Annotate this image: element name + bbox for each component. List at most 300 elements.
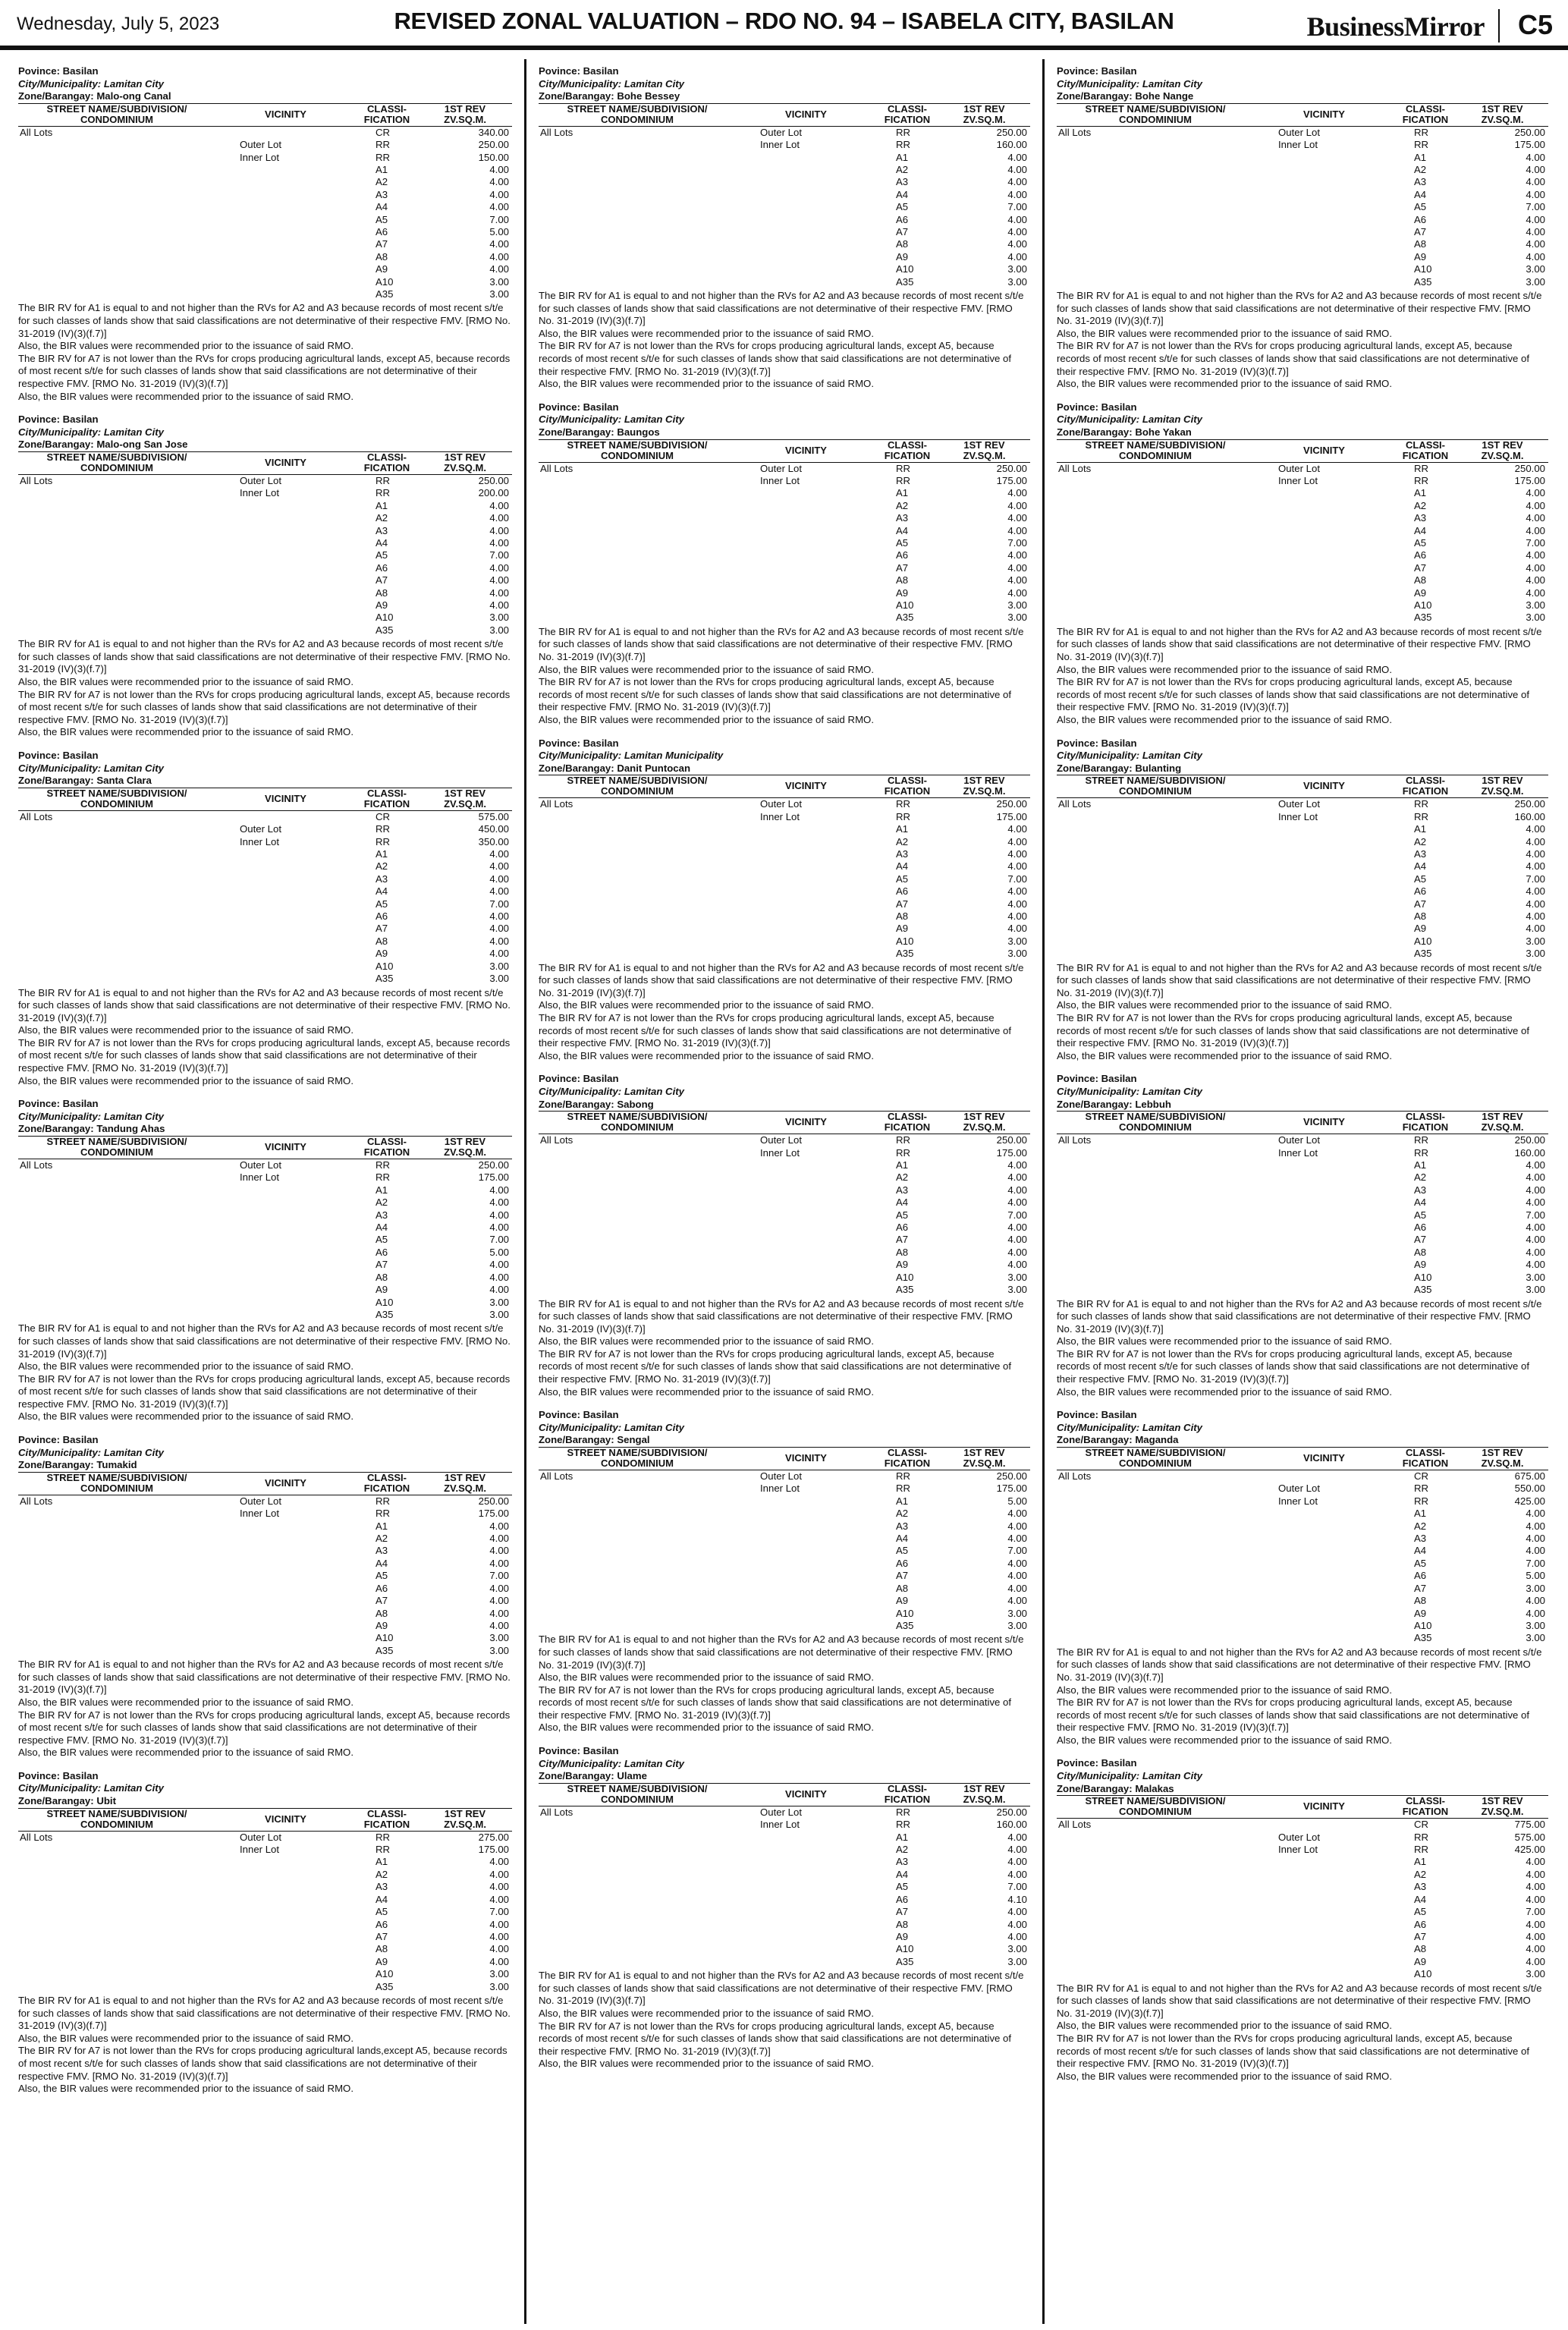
classification-cell: RR [376, 151, 391, 163]
table-row [18, 1259, 512, 1271]
street-cell: All Lots [1058, 1819, 1092, 1831]
classification-cell: A9 [376, 599, 388, 612]
classification-cell: RR [896, 126, 911, 138]
street-cell [1057, 1545, 1254, 1557]
zone-section [18, 750, 512, 1087]
valuation-table [18, 103, 512, 301]
barangay-label: Zone/Barangay: Ulame [539, 1770, 647, 1782]
street-cell [18, 1558, 215, 1570]
table-row [18, 810, 512, 823]
classification-column-header: CLASSI- FICATION [356, 103, 418, 126]
value-cell: 4.00 [1526, 1222, 1545, 1234]
classification-cell: A10 [376, 1632, 394, 1644]
value-cell: 7.00 [489, 1570, 509, 1582]
value-cell: 4.00 [1526, 226, 1545, 238]
table-row [539, 1508, 1030, 1520]
street-cell [1057, 263, 1254, 275]
table-row [1057, 152, 1548, 164]
vicinity-cell [215, 1222, 356, 1234]
street-cell [539, 811, 736, 823]
note-paragraph: Also, the BIR values were recommended prior to the issuance of said RMO. [1057, 999, 1392, 1011]
note-paragraph: The BIR RV for A1 is equal to and not higher than the RVs for A2 and A3 because records of most recent s/t/e for such classes of lands show that said classifications are not determinative of their respective FMV. [RMO No. 31-2019 (IV)(3)(f.7)] [18, 302, 511, 339]
vicinity-cell [1254, 1284, 1394, 1296]
barangay-label: Zone/Barangay: Santa Clara [18, 775, 152, 787]
value-cell: 4.00 [1007, 1868, 1027, 1880]
value-cell: 4.00 [1007, 226, 1027, 238]
street-cell [1057, 152, 1254, 164]
vicinity-cell [736, 1495, 876, 1508]
street-column-header: STREET NAME/SUBDIVISION/ CONDOMINIUM [539, 1112, 736, 1134]
table-row [539, 189, 1030, 201]
value-cell: 4.00 [489, 188, 509, 200]
vicinity-cell: Inner Lot [240, 1508, 280, 1520]
table-header-row [1057, 1112, 1548, 1134]
table-row [539, 1819, 1030, 1831]
value-cell: 4.00 [1007, 549, 1027, 561]
vicinity-cell [736, 860, 876, 873]
classification-column-header: CLASSI- FICATION [356, 1472, 418, 1495]
value-cell: 4.00 [1526, 188, 1545, 200]
barangay-label: Zone/Barangay: Bohe Yakan [1057, 426, 1192, 438]
value-cell: 4.00 [1526, 561, 1545, 574]
classification-cell: A5 [896, 1881, 909, 1893]
street-cell [18, 1856, 215, 1868]
classification-column-header: CLASSI- FICATION [1394, 103, 1456, 126]
table-row [539, 1931, 1030, 1943]
classification-cell: A1 [1414, 487, 1427, 499]
table-row [1057, 1819, 1548, 1832]
classification-cell: A35 [896, 948, 914, 960]
street-cell [18, 1259, 215, 1271]
table-row [18, 1159, 512, 1172]
street-cell [18, 1284, 215, 1296]
value-cell: 3.00 [1526, 1619, 1545, 1631]
table-row [1057, 1956, 1548, 1968]
page-title: REVISED ZONAL VALUATION – RDO NO. 94 – ISABELA CITY, BASILAN [394, 8, 1174, 34]
classification-cell: CR [1414, 1819, 1429, 1831]
classification-cell: A6 [1414, 1918, 1427, 1930]
value-cell: 4.00 [1526, 164, 1545, 175]
table-row [18, 189, 512, 201]
vicinity-cell: Outer Lot [240, 823, 281, 835]
vicinity-cell [736, 1570, 876, 1582]
table-row [539, 1284, 1030, 1296]
value-column-header: 1ST REV ZV.SQ.M. [938, 1783, 1030, 1806]
value-cell: 4.00 [489, 586, 509, 599]
table-row [1057, 201, 1548, 213]
value-cell: 175.00 [478, 1508, 509, 1520]
vicinity-cell [736, 1832, 876, 1844]
vicinity-cell [215, 1520, 356, 1533]
table-row [1057, 612, 1548, 624]
street-cell [18, 574, 215, 586]
vicinity-column-header: VICINITY [736, 103, 876, 126]
street-cell [1057, 1595, 1254, 1607]
value-cell: 4.00 [1007, 151, 1027, 163]
classification-cell: A35 [376, 973, 394, 985]
street-cell [1057, 1558, 1254, 1570]
street-cell: All Lots [540, 1470, 573, 1483]
classification-cell: A8 [896, 1246, 909, 1258]
table-row [18, 164, 512, 176]
street-cell [18, 1520, 215, 1533]
value-cell: 4.00 [1526, 823, 1545, 835]
vicinity-cell [736, 612, 876, 624]
value-cell: 7.00 [489, 898, 509, 910]
table-row [18, 1856, 512, 1868]
table-row [18, 288, 512, 300]
street-cell [18, 898, 215, 910]
vicinity-cell: Outer Lot [240, 1831, 281, 1843]
table-row [18, 1956, 512, 1968]
table-row [539, 1608, 1030, 1620]
classification-cell: A4 [1414, 1196, 1427, 1209]
vicinity-cell [736, 1620, 876, 1632]
vicinity-cell [215, 885, 356, 898]
classification-column-header: CLASSI- FICATION [876, 775, 938, 798]
value-cell: 4.00 [1526, 512, 1545, 524]
value-cell: 4.00 [1007, 1171, 1027, 1184]
value-column-header: 1ST REV ZV.SQ.M. [418, 452, 512, 475]
street-cell [18, 1247, 215, 1259]
classification-cell: A7 [896, 1570, 909, 1582]
street-cell [539, 487, 736, 499]
vicinity-cell [215, 1981, 356, 1993]
street-cell [18, 873, 215, 885]
vicinity-cell [736, 1881, 876, 1893]
vicinity-cell [1254, 1919, 1394, 1931]
street-cell [1057, 251, 1254, 263]
street-cell [18, 1981, 215, 1993]
vicinity-cell [1254, 1856, 1394, 1868]
table-row [1057, 549, 1548, 561]
value-cell: 4.00 [489, 1918, 509, 1930]
street-cell [1057, 214, 1254, 226]
street-cell [18, 1608, 215, 1620]
value-cell: 4.00 [1526, 835, 1545, 847]
value-cell: 4.00 [1526, 1607, 1545, 1619]
value-cell: 4.00 [489, 910, 509, 923]
column [1042, 59, 1560, 2324]
note-paragraph: The BIR RV for A1 is equal to and not higher than the RVs for A2 and A3 because records of most recent s/t/e for such classes of lands show that said classifications are not determinative of their respective FMV. [RMO No. 31-2019 (IV)(3)(f.7)] [539, 1970, 1024, 2007]
classification-cell: A3 [376, 1881, 388, 1893]
street-cell [539, 1284, 736, 1296]
table-row [539, 164, 1030, 176]
value-cell: 4.00 [1526, 1545, 1545, 1557]
value-column-header: 1ST REV ZV.SQ.M. [938, 775, 1030, 798]
value-cell: 4.00 [1526, 1595, 1545, 1607]
vicinity-cell [215, 612, 356, 624]
street-cell: All Lots [1058, 462, 1092, 474]
street-cell [1057, 948, 1254, 960]
street-cell [539, 549, 736, 561]
classification-cell: A1 [1414, 1856, 1427, 1868]
classification-cell: CR [376, 810, 391, 822]
street-cell [1057, 811, 1254, 823]
value-cell: 4.00 [1526, 1159, 1545, 1171]
note-paragraph: The BIR RV for A1 is equal to and not higher than the RVs for A2 and A3 because records of most recent s/t/e for such classes of lands show that said classifications are not determinative of their respective FMV. [RMO No. 31-2019 (IV)(3)(f.7)] [539, 1634, 1024, 1671]
value-cell: 4.00 [1007, 1856, 1027, 1868]
street-cell [18, 1869, 215, 1881]
classification-cell: A8 [1414, 574, 1427, 586]
classification-cell: A10 [1414, 263, 1432, 275]
value-cell: 175.00 [996, 475, 1027, 486]
value-cell: 4.00 [1526, 250, 1545, 263]
table-row [18, 599, 512, 612]
street-cell [18, 1968, 215, 1980]
value-cell: 250.00 [478, 1159, 509, 1171]
valuation-notes [539, 1634, 1030, 1734]
vicinity-cell: Inner Lot [1278, 475, 1318, 486]
table-row [539, 1620, 1030, 1632]
value-cell: 175.00 [996, 810, 1027, 822]
street-cell [18, 512, 215, 524]
table-row [1057, 1284, 1548, 1296]
vicinity-cell [1254, 276, 1394, 288]
table-row [18, 525, 512, 537]
street-cell [1057, 873, 1254, 885]
table-row [539, 836, 1030, 848]
classification-cell: A4 [896, 1868, 909, 1880]
classification-cell: A7 [376, 923, 388, 935]
value-cell: 4.00 [489, 1222, 509, 1234]
table-row [18, 1184, 512, 1196]
table-row [1057, 1620, 1548, 1632]
street-cell [539, 1184, 736, 1196]
classification-cell: A9 [1414, 586, 1427, 599]
street-cell: All Lots [20, 1495, 53, 1507]
vicinity-cell [1254, 836, 1394, 848]
value-cell: 4.00 [1526, 1171, 1545, 1184]
table-row [539, 226, 1030, 238]
note-paragraph: Also, the BIR values were recommended prior to the issuance of said RMO. [539, 1671, 874, 1684]
vicinity-cell [215, 1545, 356, 1557]
vicinity-cell [215, 1247, 356, 1259]
note-paragraph: Also, the BIR values were recommended prior to the issuance of said RMO. [18, 2032, 354, 2044]
table-row [539, 537, 1030, 549]
classification-cell: CR [376, 126, 391, 138]
street-cell [1057, 525, 1254, 537]
valuation-notes [539, 962, 1030, 1063]
street-cell: All Lots [1058, 798, 1092, 810]
value-cell: 575.00 [1514, 1831, 1545, 1843]
vicinity-cell [1254, 1608, 1394, 1620]
table-row [1057, 910, 1548, 923]
street-cell [539, 1844, 736, 1856]
classification-cell: A10 [376, 960, 394, 972]
classification-cell: A9 [376, 263, 388, 275]
classification-column-header: CLASSI- FICATION [876, 1112, 938, 1134]
value-cell: 4.00 [1007, 1930, 1027, 1942]
street-cell [1057, 1234, 1254, 1246]
value-cell: 7.00 [1007, 1881, 1027, 1893]
classification-cell: A5 [1414, 873, 1427, 885]
vicinity-cell [1254, 201, 1394, 213]
table-row [18, 1545, 512, 1557]
vicinity-cell [736, 1508, 876, 1520]
classification-cell: A8 [896, 1582, 909, 1594]
note-paragraph: The BIR RV for A1 is equal to and not higher than the RVs for A2 and A3 because records of most recent s/t/e for such classes of lands show that said classifications are not determinative of their respective FMV. [RMO No. 31-2019 (IV)(3)(f.7)] [539, 961, 1024, 998]
vicinity-cell [215, 860, 356, 873]
value-cell: 4.00 [1007, 1557, 1027, 1569]
classification-cell: A7 [896, 226, 909, 238]
barangay-label: Zone/Barangay: Bohe Nange [1057, 90, 1194, 102]
table-row [539, 462, 1030, 475]
value-cell: 4.00 [1007, 1844, 1027, 1856]
table-row [18, 487, 512, 499]
street-cell [18, 139, 215, 151]
value-cell: 4.00 [1526, 524, 1545, 536]
classification-cell: A8 [1414, 910, 1427, 923]
classification-cell: A10 [376, 275, 394, 288]
vicinity-cell [736, 537, 876, 549]
classification-cell: A1 [1414, 823, 1427, 835]
table-row [18, 624, 512, 637]
vicinity-cell [736, 1869, 876, 1881]
vicinity-cell [1254, 1520, 1394, 1533]
value-cell: 4.00 [1007, 1222, 1027, 1234]
value-cell: 7.00 [1007, 1209, 1027, 1221]
table-row [18, 1533, 512, 1545]
street-cell [539, 1196, 736, 1209]
street-cell [18, 612, 215, 624]
street-cell [539, 475, 736, 487]
note-paragraph: The BIR RV for A7 is not lower than the RVs for crops producing agricultural lands, except A5, because records of most recent s/t/e for such classes of lands show that said classifications are not determinative of their respective FMV. [RMO No. 31-2019 (IV)(3)(f.7)] [1057, 1696, 1530, 1734]
classification-cell: A2 [896, 1171, 909, 1184]
classification-cell: A8 [376, 250, 388, 263]
street-cell [1057, 1222, 1254, 1234]
value-cell: 175.00 [1514, 475, 1545, 486]
classification-cell: A2 [376, 860, 388, 873]
vicinity-cell [215, 810, 356, 823]
table-row [539, 935, 1030, 948]
vicinity-cell: Outer Lot [1278, 1831, 1320, 1843]
classification-column-header: CLASSI- FICATION [1394, 1448, 1456, 1470]
table-row [18, 1943, 512, 1955]
vicinity-cell [1254, 500, 1394, 512]
vicinity-cell: Outer Lot [760, 1806, 802, 1818]
value-cell: 4.00 [1526, 1881, 1545, 1893]
street-cell [18, 189, 215, 201]
value-cell: 7.00 [1007, 537, 1027, 549]
note-paragraph: The BIR RV for A1 is equal to and not higher than the RVs for A2 and A3 because records of most recent s/t/e for such classes of lands show that said classifications are not determinative of their respective FMV. [RMO No. 31-2019 (IV)(3)(f.7)] [539, 1297, 1024, 1335]
note-paragraph: Also, the BIR values were recommended prior to the issuance of said RMO. [539, 1385, 874, 1398]
table-row [18, 1595, 512, 1607]
vicinity-cell: Inner Lot [1278, 1844, 1318, 1856]
classification-cell: A35 [1414, 275, 1432, 288]
vicinity-cell [215, 1968, 356, 1980]
value-cell: 4.00 [1526, 574, 1545, 586]
table-row [1057, 1558, 1548, 1570]
classification-cell: RR [1414, 1134, 1429, 1146]
province-label: Povince: Basilan [1057, 1073, 1137, 1085]
street-cell [18, 1209, 215, 1222]
street-cell [1057, 848, 1254, 860]
table-row [1057, 923, 1548, 935]
table-header-row [18, 452, 512, 475]
value-cell: 4.00 [1007, 586, 1027, 599]
classification-cell: RR [1414, 1844, 1429, 1856]
classification-cell: A2 [376, 1868, 388, 1880]
note-paragraph: The BIR RV for A7 is not lower than the RVs for crops producing agricultural lands, except A5, because records of most recent s/t/e for such classes of lands show that said classifications are not determinative of their respective FMV. [RMO No. 31-2019 (IV)(3)(f.7)] [1057, 340, 1530, 377]
table-row [1057, 562, 1548, 574]
classification-cell: A35 [896, 275, 914, 288]
classification-cell: RR [1414, 462, 1429, 474]
table-row [539, 126, 1030, 139]
valuation-notes [1057, 290, 1548, 391]
classification-cell: RR [376, 139, 391, 151]
street-cell [18, 1272, 215, 1284]
barangay-label: Zone/Barangay: Sengal [539, 1434, 650, 1446]
vicinity-cell [1254, 1470, 1394, 1483]
table-header-row [1057, 775, 1548, 798]
street-column-header: STREET NAME/SUBDIVISION/ CONDOMINIUM [18, 1472, 215, 1495]
street-cell [18, 1171, 215, 1184]
street-cell [1057, 1856, 1254, 1868]
classification-cell: A4 [376, 201, 388, 213]
vicinity-cell [736, 910, 876, 923]
classification-cell: RR [376, 475, 391, 486]
classification-cell: A3 [1414, 1533, 1427, 1545]
street-cell [539, 1819, 736, 1831]
table-row [1057, 462, 1548, 475]
table-row [1057, 1856, 1548, 1868]
table-row [1057, 1196, 1548, 1209]
classification-cell: A35 [376, 1980, 394, 1992]
classification-cell: A4 [376, 1222, 388, 1234]
vicinity-cell [1254, 487, 1394, 499]
vicinity-column-header: VICINITY [1254, 1112, 1394, 1134]
table-row [1057, 1832, 1548, 1844]
value-column-header: 1ST REV ZV.SQ.M. [938, 1112, 1030, 1134]
classification-cell: A5 [896, 201, 909, 213]
valuation-table [539, 1783, 1030, 1968]
street-cell [1057, 1943, 1254, 1955]
value-cell: 4.00 [1526, 1955, 1545, 1967]
vicinity-cell [736, 251, 876, 263]
vicinity-cell [736, 1583, 876, 1595]
vicinity-cell [736, 164, 876, 176]
value-column-header: 1ST REV ZV.SQ.M. [1456, 439, 1548, 462]
value-cell: 3.00 [1007, 612, 1027, 624]
vicinity-cell [215, 512, 356, 524]
zone-section [539, 737, 1030, 1063]
note-paragraph: Also, the BIR values were recommended prior to the issuance of said RMO. [539, 327, 874, 339]
vicinity-cell [736, 1533, 876, 1545]
street-cell [1057, 1832, 1254, 1844]
vicinity-cell [1254, 935, 1394, 948]
table-row [1057, 238, 1548, 250]
street-cell [18, 226, 215, 238]
vicinity-cell [736, 226, 876, 238]
table-header-row [18, 1137, 512, 1159]
table-row [1057, 574, 1548, 586]
vicinity-cell [1254, 612, 1394, 624]
value-cell: 4.00 [1007, 1582, 1027, 1594]
vicinity-column-header: VICINITY [736, 1112, 876, 1134]
street-cell [1057, 537, 1254, 549]
vicinity-column-header: VICINITY [1254, 1796, 1394, 1819]
street-column-header: STREET NAME/SUBDIVISION/ CONDOMINIUM [1057, 1796, 1254, 1819]
street-cell [1057, 885, 1254, 898]
value-cell: 4.00 [1007, 164, 1027, 175]
vicinity-cell [215, 898, 356, 910]
vicinity-cell [1254, 152, 1394, 164]
vicinity-cell [1254, 1931, 1394, 1943]
street-cell [539, 263, 736, 275]
table-row [539, 599, 1030, 612]
city-label: City/Municipality: Lamitan City [539, 1421, 684, 1433]
